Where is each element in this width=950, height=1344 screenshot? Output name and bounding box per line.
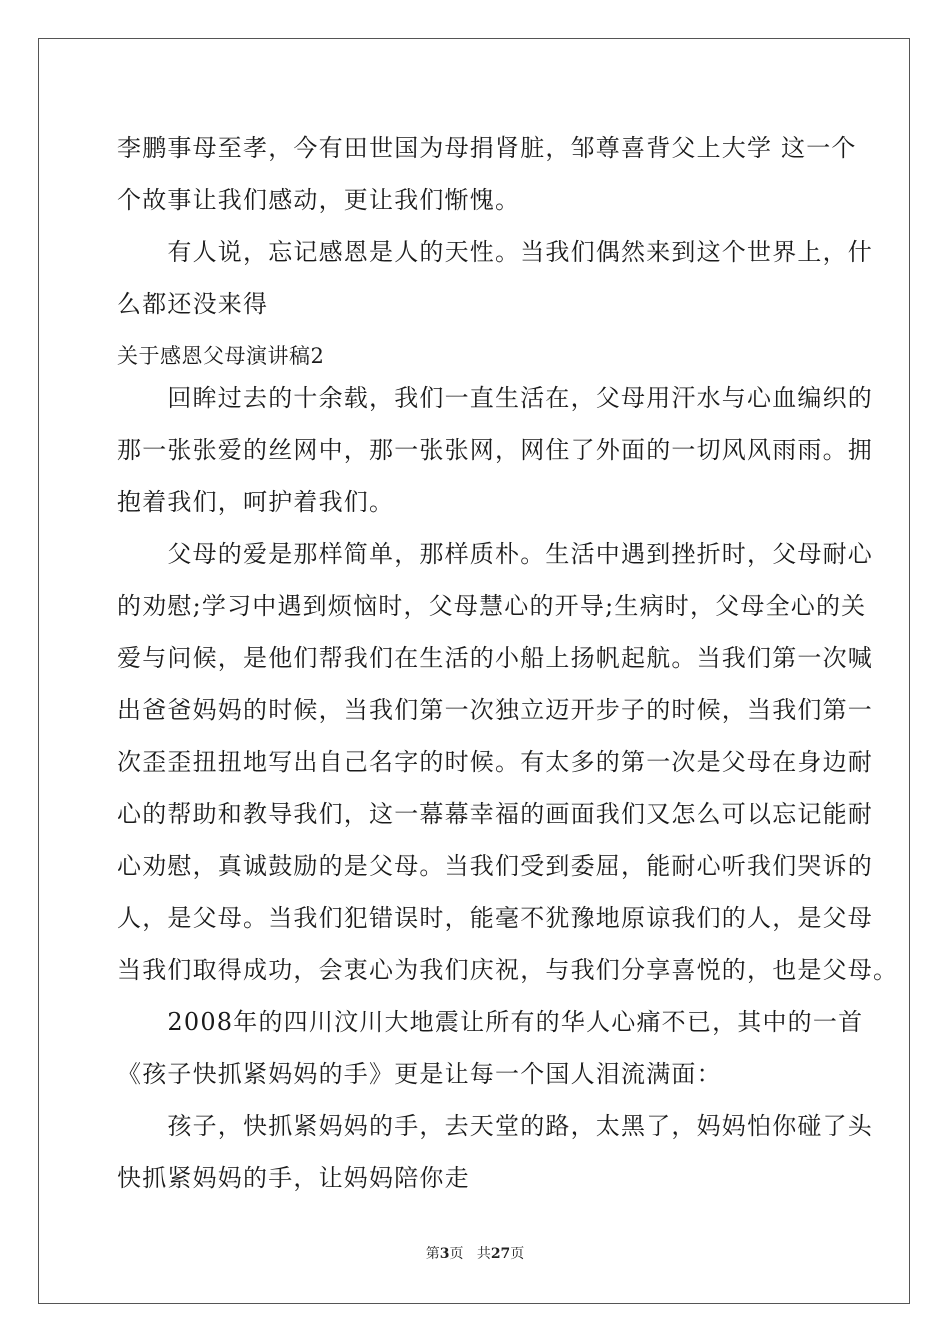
body-line: 次歪歪扭扭地写出自己名字的时候。有太多的第一次是父母在身边耐	[117, 748, 873, 776]
page-number-suffix: 页	[449, 1246, 464, 1262]
body-line: 父母的爱是那样简单，那样质朴。生活中遇到挫折时，父母耐心	[117, 540, 873, 568]
body-line: 2008年的四川汶川大地震让所有的华人心痛不已，其中的一首	[117, 1008, 864, 1036]
body-line: 出爸爸妈妈的时候，当我们第一次独立迈开步子的时候，当我们第一	[117, 696, 873, 724]
body-line: 那一张张爱的丝网中，那一张张网，网住了外面的一切风风雨雨。拥	[117, 436, 873, 464]
total-pages-prefix: 共	[476, 1246, 491, 1262]
total-pages: 27	[490, 1246, 511, 1262]
body-line: 快抓紧妈妈的手，让妈妈陪你走	[117, 1164, 470, 1192]
body-line: 的劝慰;学习中遇到烦恼时，父母慧心的开导;生病时，父母全心的关	[117, 592, 867, 620]
body-line: 么都还没来得	[117, 290, 269, 318]
body-line: 心的帮助和教导我们，这一幕幕幸福的画面我们又怎么可以忘记能耐	[117, 800, 873, 828]
body-line: 心劝慰，真诚鼓励的是父母。当我们受到委屈，能耐心听我们哭诉的	[117, 852, 873, 880]
body-line: 有人说，忘记感恩是人的天性。当我们偶然来到这个世界上，什	[117, 238, 873, 266]
body-line: 人，是父母。当我们犯错误时，能毫不犹豫地原谅我们的人，是父母	[117, 904, 873, 932]
page-footer	[0, 1244, 950, 1264]
body-line: 孩子，快抓紧妈妈的手，去天堂的路，太黑了，妈妈怕你碰了头	[117, 1112, 873, 1140]
body-line: 当我们取得成功，会衷心为我们庆祝，与我们分享喜悦的，也是父母。	[117, 956, 899, 984]
total-pages-suffix: 页	[510, 1246, 525, 1262]
body-line: 回眸过去的十余载，我们一直生活在，父母用汗水与心血编织的	[117, 384, 873, 412]
body-line: 爱与问候，是他们帮我们在生活的小船上扬帆起航。当我们第一次喊	[117, 644, 873, 672]
section-heading: 关于感恩父母演讲稿2	[117, 344, 325, 368]
page-number-prefix: 第	[425, 1246, 440, 1262]
body-line: 个故事让我们感动，更让我们惭愧。	[117, 186, 521, 214]
body-line: 李鹏事母至孝，今有田世国为母捐肾脏，邹尊喜背父上大学 这一个	[117, 134, 857, 162]
page-number: 3	[439, 1246, 450, 1262]
body-line: 《孩子快抓紧妈妈的手》更是让每一个国人泪流满面：	[117, 1060, 722, 1088]
body-line: 抱着我们，呵护着我们。	[117, 488, 395, 516]
